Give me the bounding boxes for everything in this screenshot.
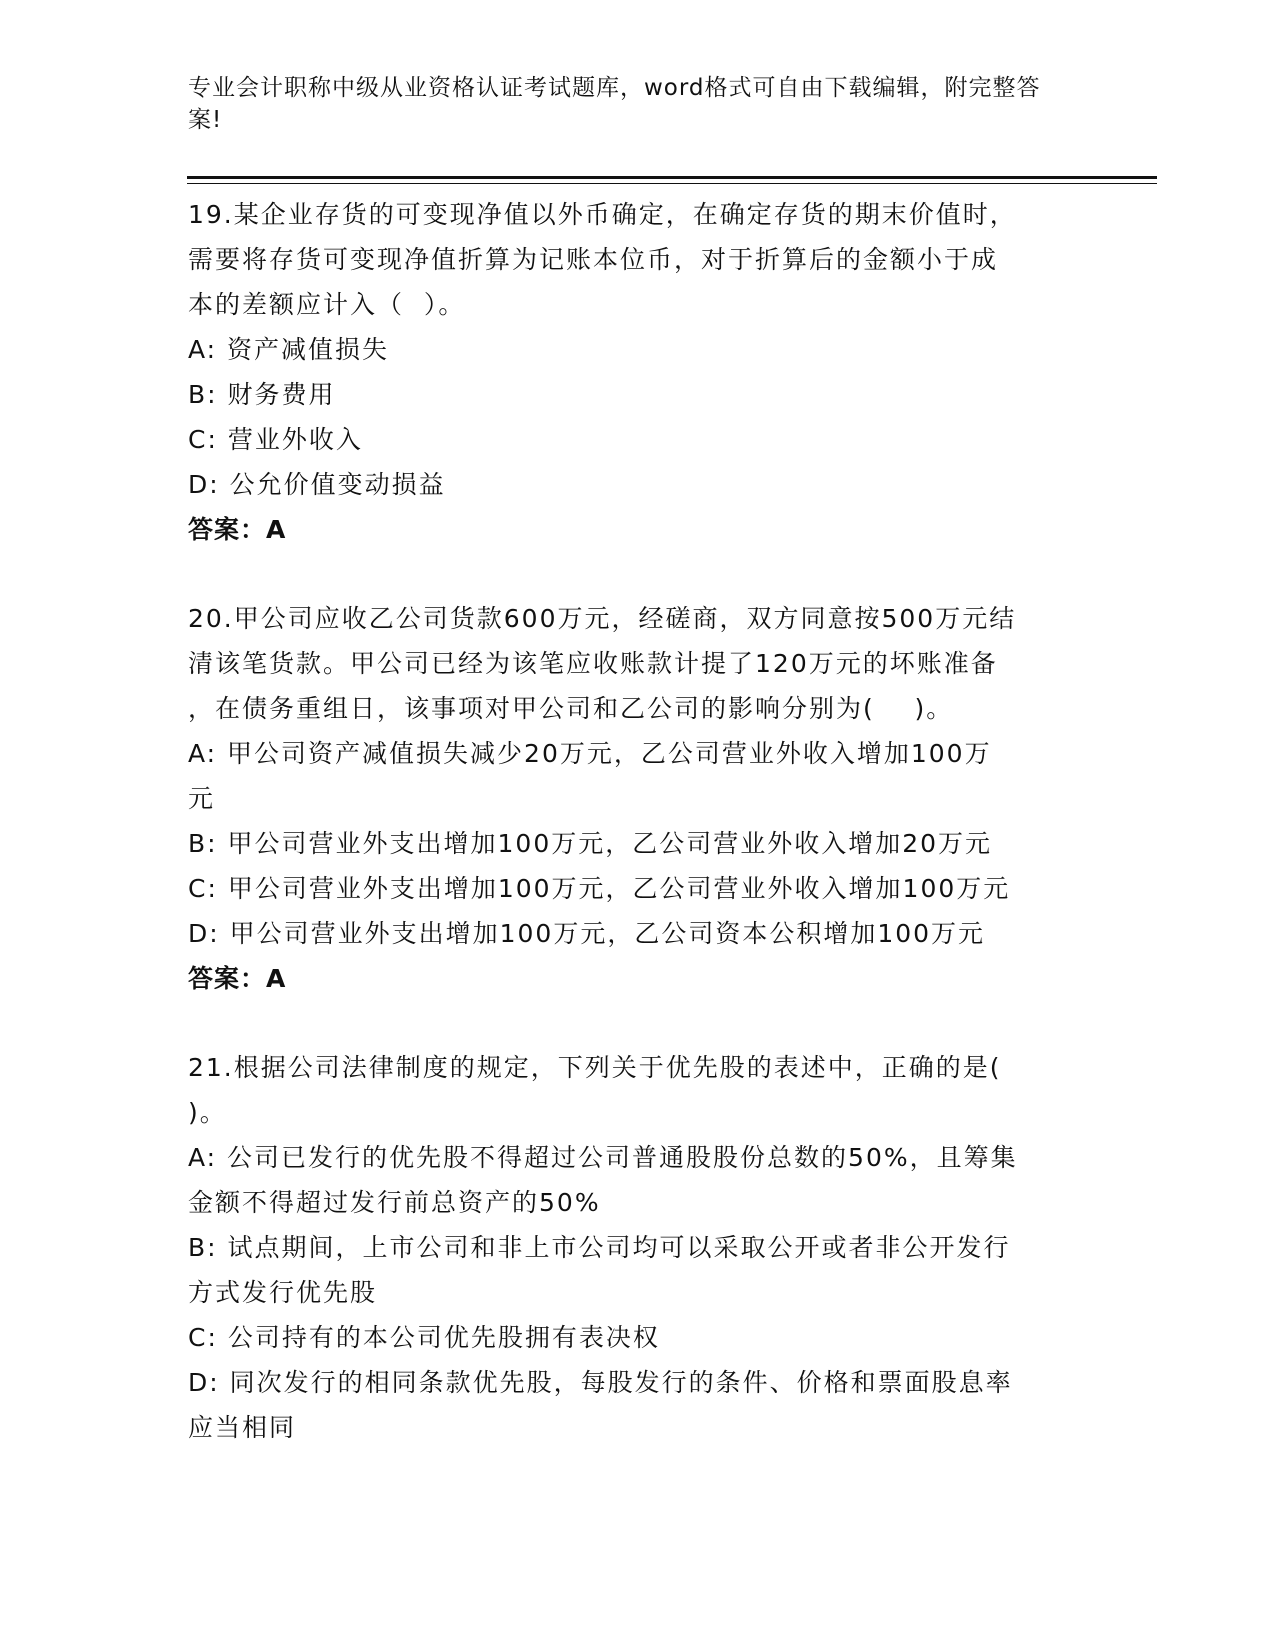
option-c: C: 公司持有的本公司优先股拥有表决权 (188, 1323, 660, 1352)
question-spacer (188, 1001, 1080, 1045)
option-a: A: 公司已发行的优先股不得超过公司普通股股份总数的50%，且筹集 (188, 1143, 1018, 1172)
option-a-continued: 元 (188, 784, 216, 813)
page-header (188, 72, 1068, 136)
question-text-line: )。 (188, 1098, 227, 1127)
question-text-line: 19.某企业存货的可变现净值以外币确定，在确定存货的期末价值时， (188, 200, 1017, 229)
question-text-line: 本的差额应计入（ ）。 (188, 290, 466, 319)
option-d: D: 同次发行的相同条款优先股，每股发行的条件、价格和票面股息率 (188, 1368, 1013, 1397)
question-list (188, 192, 1080, 1450)
question-text-line: 21.根据公司法律制度的规定，下列关于优先股的表述中，正确的是( (188, 1053, 1002, 1082)
question-text-line: ，在债务重组日，该事项对甲公司和乙公司的影响分别为( )。 (188, 694, 954, 723)
question-text-line: 20.甲公司应收乙公司货款600万元，经磋商，双方同意按500万元结 (188, 604, 1017, 633)
option-b: B: 财务费用 (188, 380, 336, 409)
header-line-2: 案! (188, 107, 223, 133)
question-text-line: 需要将存货可变现净值折算为记账本位币，对于折算后的金额小于成 (188, 245, 999, 274)
header-rule-thin (187, 183, 1157, 184)
question-20 (188, 596, 1080, 1001)
option-c: C: 甲公司营业外支出增加100万元，乙公司营业外收入增加100万元 (188, 874, 1011, 903)
answer-line: 答案：A (188, 964, 287, 993)
header-rule-thick (187, 176, 1157, 179)
option-a: A: 资产减值损失 (188, 335, 390, 364)
question-21 (188, 1045, 1080, 1450)
question-19 (188, 192, 1080, 552)
option-d: D: 甲公司营业外支出增加100万元，乙公司资本公积增加100万元 (188, 919, 986, 948)
option-a: A: 甲公司资产减值损失减少20万元，乙公司营业外收入增加100万 (188, 739, 992, 768)
header-line-1: 专业会计职称中级从业资格认证考试题库，word格式可自由下载编辑，附完整答 (188, 75, 1041, 101)
option-a-continued: 金额不得超过发行前总资产的50% (188, 1188, 601, 1217)
option-d: D: 公允价值变动损益 (188, 470, 446, 499)
question-text-line: 清该笔货款。甲公司已经为该笔应收账款计提了120万元的坏账准备 (188, 649, 998, 678)
option-b: B: 试点期间，上市公司和非上市公司均可以采取公开或者非公开发行 (188, 1233, 1011, 1262)
answer-line: 答案：A (188, 515, 287, 544)
option-b-continued: 方式发行优先股 (188, 1278, 378, 1307)
option-c: C: 营业外收入 (188, 425, 363, 454)
option-d-continued: 应当相同 (188, 1413, 297, 1442)
option-b: B: 甲公司营业外支出增加100万元，乙公司营业外收入增加20万元 (188, 829, 993, 858)
question-spacer (188, 552, 1080, 596)
